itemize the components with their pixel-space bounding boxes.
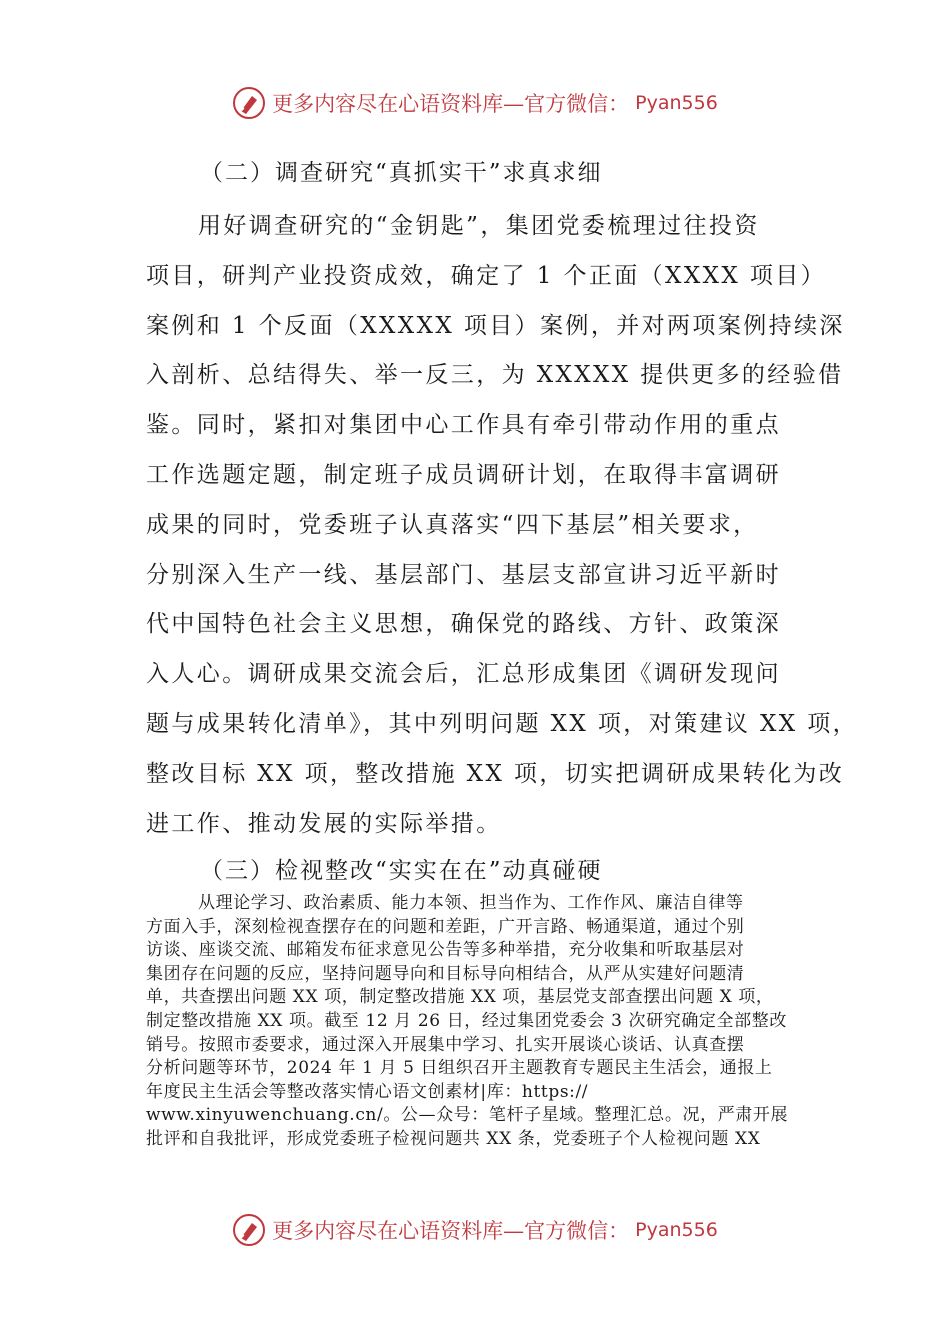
paragraph-line: 整改目标 XX 项，整改措施 XX 项，切实把调研成果转化为改 [146, 760, 845, 787]
paragraph-line: 进工作、推动发展的实际举措。 [146, 810, 502, 837]
paragraph-line: 案例和 1 个反面（XXXXX 项目）案例，并对两项案例持续深 [146, 312, 845, 339]
paragraph-line: 入人心。调研成果交流会后，汇总形成集团《调研发现问 [146, 661, 781, 688]
paragraph-line: 用好调查研究的“金钥匙”，集团党委梳理过往投资 [198, 213, 760, 239]
section-heading-3: （三）检视整改“实实在在”动真碰硬 [200, 858, 603, 884]
pen-nib-logo-icon [232, 86, 266, 120]
paragraph-line: 工作选题定题，制定班子成员调研计划，在取得丰富调研 [146, 461, 781, 488]
paragraph-line: 批评和自我批评，形成党委班子检视问题共 XX 条，党委班子个人检视问题 XX [146, 1128, 761, 1149]
paragraph-line: 销号。按照市委要求，通过深入开展集中学习、扎实开展谈心谈话、认真查摆 [146, 1034, 745, 1055]
banner-wechat-id: Pyan556 [635, 1219, 718, 1241]
header-banner [0, 86, 950, 120]
paragraph-line: 从理论学习、政治素质、能力本领、担当作为、工作作风、廉洁自律等 [198, 893, 744, 913]
paragraph-line: 访谈、座谈交流、邮箱发布征求意见公告等多种举措，充分收集和听取基层对 [146, 940, 745, 961]
paragraph-line: 单，共查摆出问题 XX 项，制定整改措施 XX 项，基层党支部查摆出问题 X 项， [146, 987, 774, 1008]
banner-text: 更多内容尽在心语资料库—官方微信： [272, 1219, 630, 1243]
paragraph-line: 年度民主生活会等整改落实情心语文创素材|库：https:// [146, 1081, 589, 1102]
paragraph-line: 入剖析、总结得失、举一反三，为 XXXXX 提供更多的经验借 [146, 362, 844, 389]
paragraph-line: 项目，研判产业投资成效，确定了 1 个正面（XXXX 项目） [146, 262, 827, 289]
section-2-paragraph [146, 202, 859, 849]
section-3-paragraph [146, 892, 806, 1152]
banner-text: 更多内容尽在心语资料库—官方微信： [272, 92, 630, 116]
paragraph-line: 方面入手，深刻检视查摆存在的问题和差距，广开言路、畅通渠道，通过个别 [146, 916, 745, 937]
paragraph-line: 制定整改措施 XX 项。截至 12 月 26 日，经过集团党委会 3 次研究确定全部整改 [146, 1010, 787, 1031]
footer-banner [0, 1213, 950, 1247]
banner-wechat-id: Pyan556 [635, 92, 718, 114]
paragraph-line: 分别深入生产一线、基层部门、基层支部宣讲习近平新时 [146, 561, 781, 588]
pen-nib-logo-icon [232, 1213, 266, 1247]
paragraph-line: 分析问题等环节，2024 年 1 月 5 日组织召开主题教育专题民主生活会，通报上 [146, 1058, 773, 1079]
paragraph-line: www.xinyuwenchuang.cn/。公—众号：笔杆子星域。整理汇总。况，严肃开展 [146, 1105, 789, 1126]
paragraph-line: 鉴。同时，紧扣对集团中心工作具有牵引带动作用的重点 [146, 412, 781, 439]
paragraph-line: 代中国特色社会主义思想，确保党的路线、方针、政策深 [146, 611, 781, 638]
paragraph-line: 题与成果转化清单》，其中列明问题 XX 项，对策建议 XX 项， [146, 710, 859, 737]
section-heading-2: （二）调查研究“真抓实干”求真求细 [200, 160, 603, 186]
paragraph-line: 成果的同时，党委班子认真落实“四下基层”相关要求， [146, 511, 759, 538]
paragraph-line: 集团存在问题的反应，坚持问题导向和目标导向相结合，从严从实建好问题清 [146, 963, 745, 984]
